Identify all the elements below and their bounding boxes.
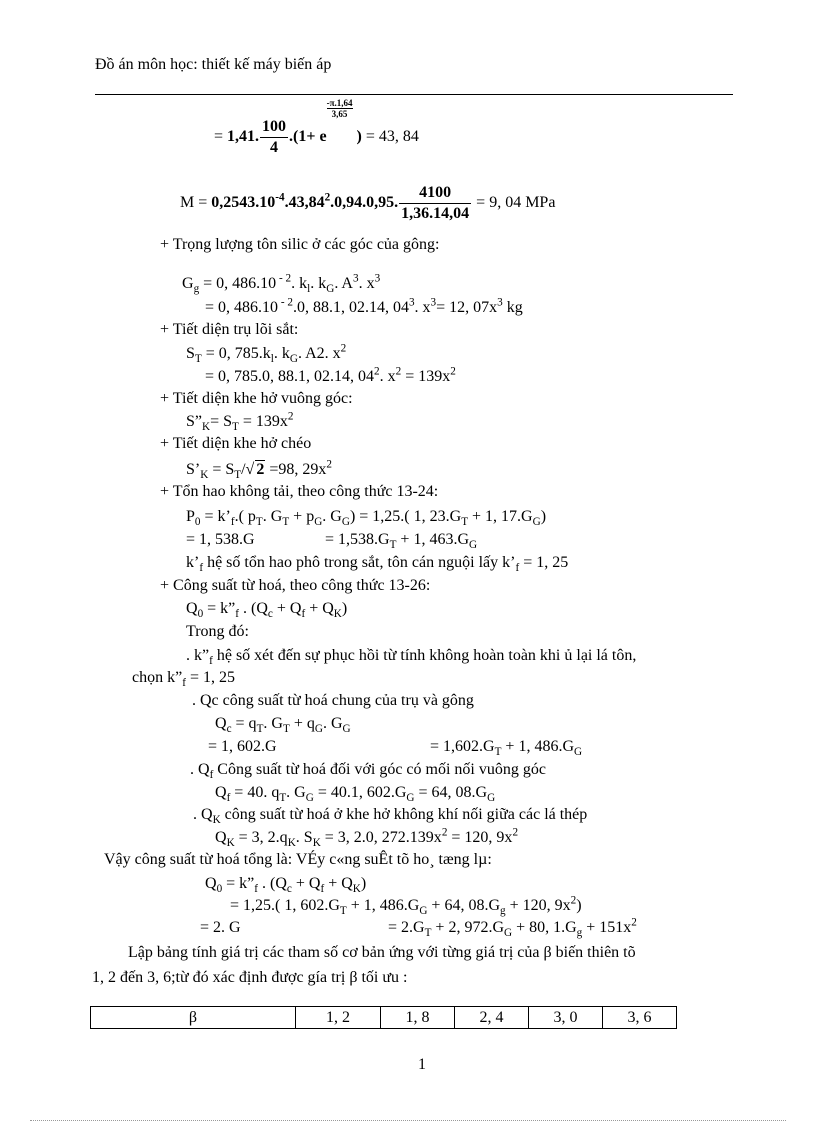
eq1-exponent — [327, 98, 353, 119]
eq1-result: = 43, 84 — [365, 128, 419, 145]
eqm-expr: 0,2543.10 — [211, 194, 276, 211]
eq1-mid: .(1+ e — [289, 128, 327, 145]
page-bottom-divider — [30, 1120, 786, 1121]
eqm-label: M = — [180, 194, 208, 211]
line-weight-corners: + Trọng lượng tôn silic ở các góc của gông: — [160, 236, 440, 253]
line-kf: $k’_f$ hệ số tổn hao phô trong sắt, tôn cán nguội lấy $k’_f = 1$, 25 — [186, 554, 569, 575]
page-number: 1 — [418, 1056, 426, 1073]
eq-sk-diag: $S’_K = S_T/√$ 2 =98, $29x^2$ — [186, 458, 332, 482]
eq-q0-final-a: = 2. G — [200, 919, 241, 936]
line-table-intro-2: 1, 2 đến 3, 6;từ đó xác định được gía trị β tối ưu : — [92, 969, 408, 986]
table-cell: 1, 8 — [381, 1007, 455, 1029]
eq-st1: $S_T = 0$, $785.k_l$. $k_G$. A2. $x^2$ — [186, 342, 347, 366]
eq1-exp-den: 3,65 — [331, 109, 348, 119]
beta-table — [90, 1006, 677, 1029]
line-magnetizing-power: + Công suất từ hoá, theo công thức 13-26: — [160, 577, 431, 594]
table-header-beta: β — [91, 1007, 296, 1029]
eq-gg1: $G_g = 0$, 486.10 $^{- 2}$. $k_l$. $k_G$. $A^3$. $x^3$ — [182, 272, 381, 296]
eq-gg2: = 0, 486.10 $^{- 2}$.0, 88.1, 02.14, $04^3$. $x^3= 12$, $07x^3$ kg — [205, 296, 523, 316]
eq-qf: $Q_f = 40$. $q_T$. $G_G = 40.1$, $602.G_G = 64$, $08.G_G$ — [215, 784, 496, 805]
line-qf-desc: . $Q_f$ Công suất từ hoá đối với góc có mối nối vuông góc — [190, 761, 546, 782]
eq-st2: = 0, 785.0, 88.1, 02.14, $04^2$. $x^2 = 139x^2$ — [205, 365, 456, 385]
equation-m — [180, 180, 555, 226]
eqm-exp: -4 — [275, 191, 285, 204]
eq1-fraction — [260, 117, 288, 158]
table-cell: 2, 4 — [455, 1007, 529, 1029]
eq1-num: 100 — [260, 117, 288, 138]
eq1-close: ) — [356, 128, 362, 145]
eq-p0-a: = 1, 538.G — [186, 531, 255, 548]
line-where: Trong đó: — [186, 623, 249, 640]
eqm-den: 1,36.14,04 — [401, 204, 470, 222]
eq-qc: $Q_c = q_T$. $G_T + q_G$. $G_G$ — [215, 715, 351, 736]
table-cell: 1, 2 — [296, 1007, 381, 1029]
eqm-expr3: .0,94.0,95. — [330, 194, 399, 211]
eq-qc2-a: = 1, 602.G — [208, 738, 277, 755]
eq1-exp-num: -π.1,64 — [326, 98, 353, 108]
eq1-lhs: 1,41. — [227, 128, 260, 145]
eq-p0-b: = $1,538.G_T + 1$, $463.G_G$ — [325, 531, 478, 552]
eq-qk: $Q_K = 3$, $2.q_K$. $S_K = 3$, 2.0, $272.139x^2 = 120$, $9x^2$ — [215, 826, 519, 850]
line-qk-desc: . $Q_K$ công suất từ hoá ở khe hở không khí nối giữa các lá thép — [193, 806, 588, 827]
eq-q0-expand: = 1,25.( 1, $602.G_T + 1$, $486.G_G + 64$, $08.G_g + 120$, $9x^2$) — [230, 894, 582, 918]
eq-qc2-b: = $1,602.G_T + 1$, $486.G_G$ — [430, 738, 583, 759]
line-kf2-choose: chọn $k”_f = 1$, 25 — [132, 669, 235, 690]
line-qc-desc: . Qc công suất từ hoá chung của trụ và gông — [192, 692, 474, 709]
eqm-expr2: .43,84 — [284, 194, 325, 211]
eqm-num: 4100 — [399, 183, 471, 204]
line-perpendicular-gap: + Tiết diện khe hở vuông góc: — [160, 390, 353, 407]
eq-q0: $Q_0$ = $k”_f$ . $(Q_c + Q_f + Q_K)$ — [186, 600, 348, 621]
eqm-fraction — [399, 183, 471, 224]
eq-q0-final-b: = $2.G_T + 2$, $972.G_G + 80$, $1.G_g + 151x^2$ — [388, 916, 637, 940]
header-rule — [95, 94, 733, 95]
line-table-intro-1: Lập bảng tính giá trị các tham số cơ bản ứng với từng giá trị của β biến thiên tõ — [128, 944, 636, 961]
line-total-power: Vậy công suất từ hoá tổng là: VÉy c«ng suÊt tõ ho¸ tæng lµ: — [104, 851, 492, 868]
eq1-den: 4 — [270, 138, 279, 156]
eqm-exp2: 2 — [324, 191, 331, 204]
eqm-result: = 9, 04 MPa — [476, 194, 556, 211]
table-cell: 3, 6 — [603, 1007, 677, 1029]
line-no-load-loss: + Tổn hao không tải, theo công thức 13-24: — [160, 483, 439, 500]
eq1-equals: = — [214, 128, 224, 145]
table-row — [91, 1007, 677, 1029]
page-header: Đồ án môn học: thiết kế máy biến áp — [95, 56, 332, 73]
line-diagonal-gap: + Tiết diện khe hở chéo — [160, 435, 312, 452]
line-core-section: + Tiết diện trụ lõi sắt: — [160, 321, 299, 338]
eq-p0: $P_0$ = $k’_f$.( $p_T$. $G_T + p_G$. $G_G) = 1,25$.( 1, $23.G_T + 1$, $17.G_G$) — [186, 508, 547, 529]
table-cell: 3, 0 — [529, 1007, 603, 1029]
sqrt-icon: √ — [245, 461, 255, 478]
line-kf2-desc: . $k”_f$ hệ số xét đến sự phục hồi từ tính không hoàn toàn khi ủ lại lá tôn, — [186, 647, 637, 668]
eq-sk-perp: $S”_K= S_T = 139x^2$ — [186, 410, 294, 434]
eq-q0-total: $Q_0$ = $k”_f$ . $(Q_c + Q_f + Q_K)$ — [205, 875, 367, 896]
